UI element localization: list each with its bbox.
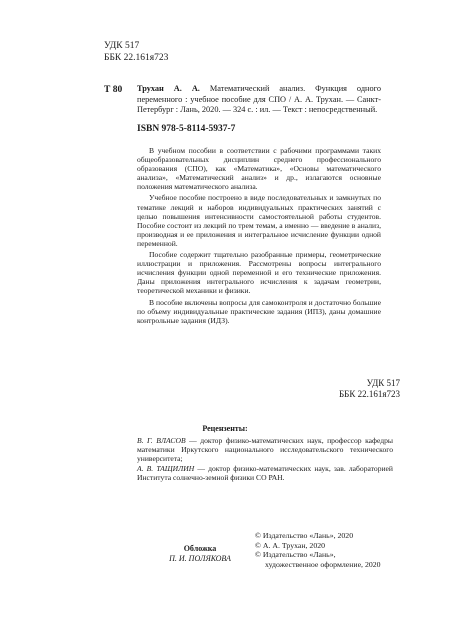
reviewer-description: — доктор физико-математических наук, профессор кафедры математики Иркутского национального исследовательского технического университета; — [137, 436, 393, 464]
cover-label: Обложка — [183, 544, 217, 553]
author-name: Трухан А. А. — [137, 84, 200, 93]
bibliographic-text: Математический анализ. Функция одного переменного : учебное пособие для СПО / А. А. Трухан. — Санкт-Петербург : Лань, 2020. — 324 с. : ил. — Текст : непосредственный. — [137, 84, 381, 115]
isbn: ISBN 978-5-8114-5937-7 — [137, 124, 236, 134]
footer-udk-code: УДК 517 — [366, 378, 400, 388]
author-sign: Т 80 — [104, 85, 123, 95]
abstract-paragraph: В пособие включены вопросы для самоконтроля и достаточно большие по объему индивидуальные практические задания (ИПЗ), даны домашние контрольные задания (ИДЗ). — [137, 297, 381, 325]
bibliographic-entry — [137, 84, 381, 116]
reviewers-title: Рецензенты: — [202, 424, 248, 433]
copyright-line: © А. А. Трухан, 2020 — [255, 540, 326, 550]
bbk-code: ББК 22.161я723 — [104, 53, 169, 63]
reviewer-name: А. В. ТАЩИЛИН — [137, 463, 195, 473]
abstract — [137, 146, 381, 327]
abstract-paragraph: Пособие содержит тщательно разобранные примеры, геометрические иллюстрации и приложения. Рассмотрены вопросы интегрального исчисления функции одной переменной и его технические приложения. Даны приложения интегрального исчисления к задачам геометрии, теоретической механики и физики. — [137, 250, 381, 296]
copyright-block — [255, 531, 415, 569]
copyright-line: © Издательство «Лань», — [255, 550, 336, 559]
footer-bbk-code: ББК 22.161я723 — [339, 389, 400, 399]
copyright-line: © Издательство «Лань», 2020 — [255, 531, 354, 540]
abstract-paragraph: В учебном пособии в соответствии с рабочими программами таких общеобразовательных дисциплин среднего профессионального образования (СПО), как «Математика», «Основы математического анализа», «Математический анализ» и др., излагаются основные положения математического анализа. — [137, 146, 381, 192]
abstract-paragraph: Учебное пособие построено в виде последовательных и замкнутых по тематике лекций и наборов индивидуальных практических занятий с целью повышения интенсивности самостоятельной работы студентов. Пособие состоит из лекций по трем темам, а именно — введение в анализ, производная и ее приложения и интегральное исчисление функции одной переменной. — [137, 193, 381, 248]
copyright-line: художественное оформление, 2020 — [265, 559, 381, 569]
reviewer-entry — [137, 464, 393, 482]
cover-designer: П. И. ПОЛЯКОВА — [169, 554, 231, 563]
reviewer-name: В. Г. ВЛАСОВ — [137, 436, 186, 445]
reviewer-entry — [137, 436, 393, 464]
reviewer-description: — доктор физико-математических наук, зав. лабораторией Института солнечно-земной физики СО РАН. — [137, 463, 393, 482]
reviewers-list — [137, 436, 393, 482]
udk-code: УДК 517 — [104, 41, 140, 51]
